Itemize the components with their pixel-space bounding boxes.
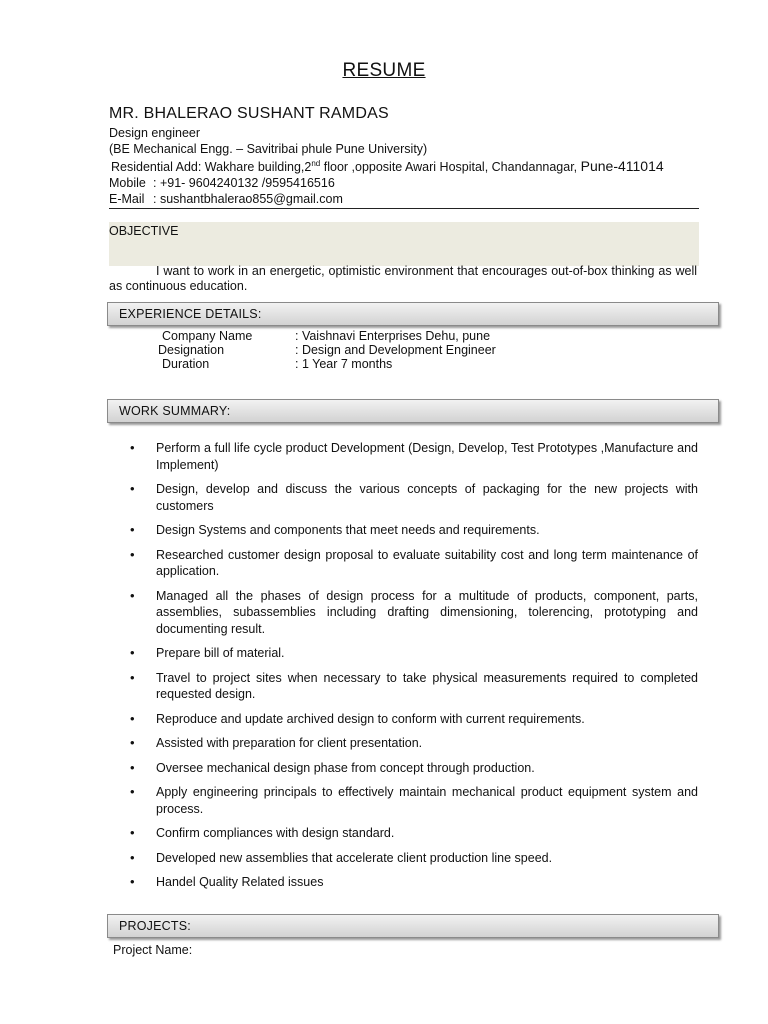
experience-key: Duration <box>162 357 210 371</box>
list-item: • Reproduce and update archived design to conform with current requirements. <box>130 711 698 728</box>
list-item: • Design, develop and discuss the various concepts of packaging for the new projects with customers <box>130 481 698 514</box>
header-divider <box>109 208 699 209</box>
address-superscript: nd <box>311 158 321 168</box>
work-summary-list <box>130 440 698 899</box>
experience-value: : 1 Year 7 months <box>295 357 393 371</box>
experience-value: : Vaishnavi Enterprises Dehu, pune <box>295 329 491 343</box>
project-name-line <box>113 943 192 957</box>
work-summary-heading: WORK SUMMARY: <box>119 404 231 418</box>
mobile-label: Mobile <box>109 176 146 190</box>
list-item: • Apply engineering principals to effectively maintain mechanical product equipment system and process. <box>130 784 698 817</box>
address-middle: floor ,opposite Awari Hospital, Chandannagar, <box>320 160 581 174</box>
address-pin: Pune-411014 <box>580 158 664 174</box>
experience-key: Designation <box>158 343 225 357</box>
objective-box <box>109 222 699 266</box>
list-item: • Travel to project sites when necessary to take physical measurements required to completed requested design. <box>130 670 698 703</box>
list-item: • Researched customer design proposal to evaluate suitability cost and long term maintenance of application. <box>130 547 698 580</box>
candidate-degree: (BE Mechanical Engg. – Savitribai phule Pune University) <box>109 142 428 156</box>
list-item: • Developed new assemblies that accelerate client production line speed. <box>130 850 698 867</box>
email-value: : sushantbhalerao855@gmail.com <box>153 192 343 206</box>
list-item: • Managed all the phases of design process for a multitude of products, component, parts, assemblies, subassemblies including drafting dimensioning, tolerencing, prototyping and documenting result. <box>130 588 698 638</box>
projects-heading: PROJECTS: <box>119 919 191 933</box>
work-summary-heading-bar <box>107 399 719 423</box>
list-item: • Handel Quality Related issues <box>130 874 698 891</box>
residential-address <box>111 158 664 174</box>
objective-label: OBJECTIVE <box>109 224 179 238</box>
resume-title: RESUME <box>342 60 426 81</box>
mobile-line <box>109 176 335 190</box>
objective-text: I want to work in an energetic, optimistic environment that encourages out-of-box thinking as well as continuous education. <box>109 264 697 293</box>
list-item: • Prepare bill of material. <box>130 645 698 662</box>
project-name-label: Project Name <box>113 943 189 957</box>
candidate-name: MR. BHALERAO SUSHANT RAMDAS <box>109 105 389 122</box>
list-item: • Perform a full life cycle product Development (Design, Develop, Test Prototypes ,Manufacture and Implement) <box>130 440 698 473</box>
experience-value: : Design and Development Engineer <box>295 343 496 357</box>
project-name-colon: : <box>188 943 193 957</box>
experience-key: Company Name <box>162 329 253 343</box>
experience-heading: EXPERIENCE DETAILS: <box>119 307 262 321</box>
projects-heading-bar <box>107 914 719 938</box>
list-item: • Oversee mechanical design phase from concept through production. <box>130 760 698 777</box>
candidate-role: Design engineer <box>109 126 201 140</box>
email-label: E-Mail <box>109 192 145 206</box>
list-item: • Assisted with preparation for client presentation. <box>130 735 698 752</box>
experience-heading-bar <box>107 302 719 326</box>
address-prefix: Residential Add: Wakhare building,2 <box>111 160 312 174</box>
email-line <box>109 192 343 206</box>
list-item: • Confirm compliances with design standard. <box>130 825 698 842</box>
mobile-value: : +91- 9604240132 /9595416516 <box>153 176 335 190</box>
list-item: • Design Systems and components that meet needs and requirements. <box>130 522 698 539</box>
